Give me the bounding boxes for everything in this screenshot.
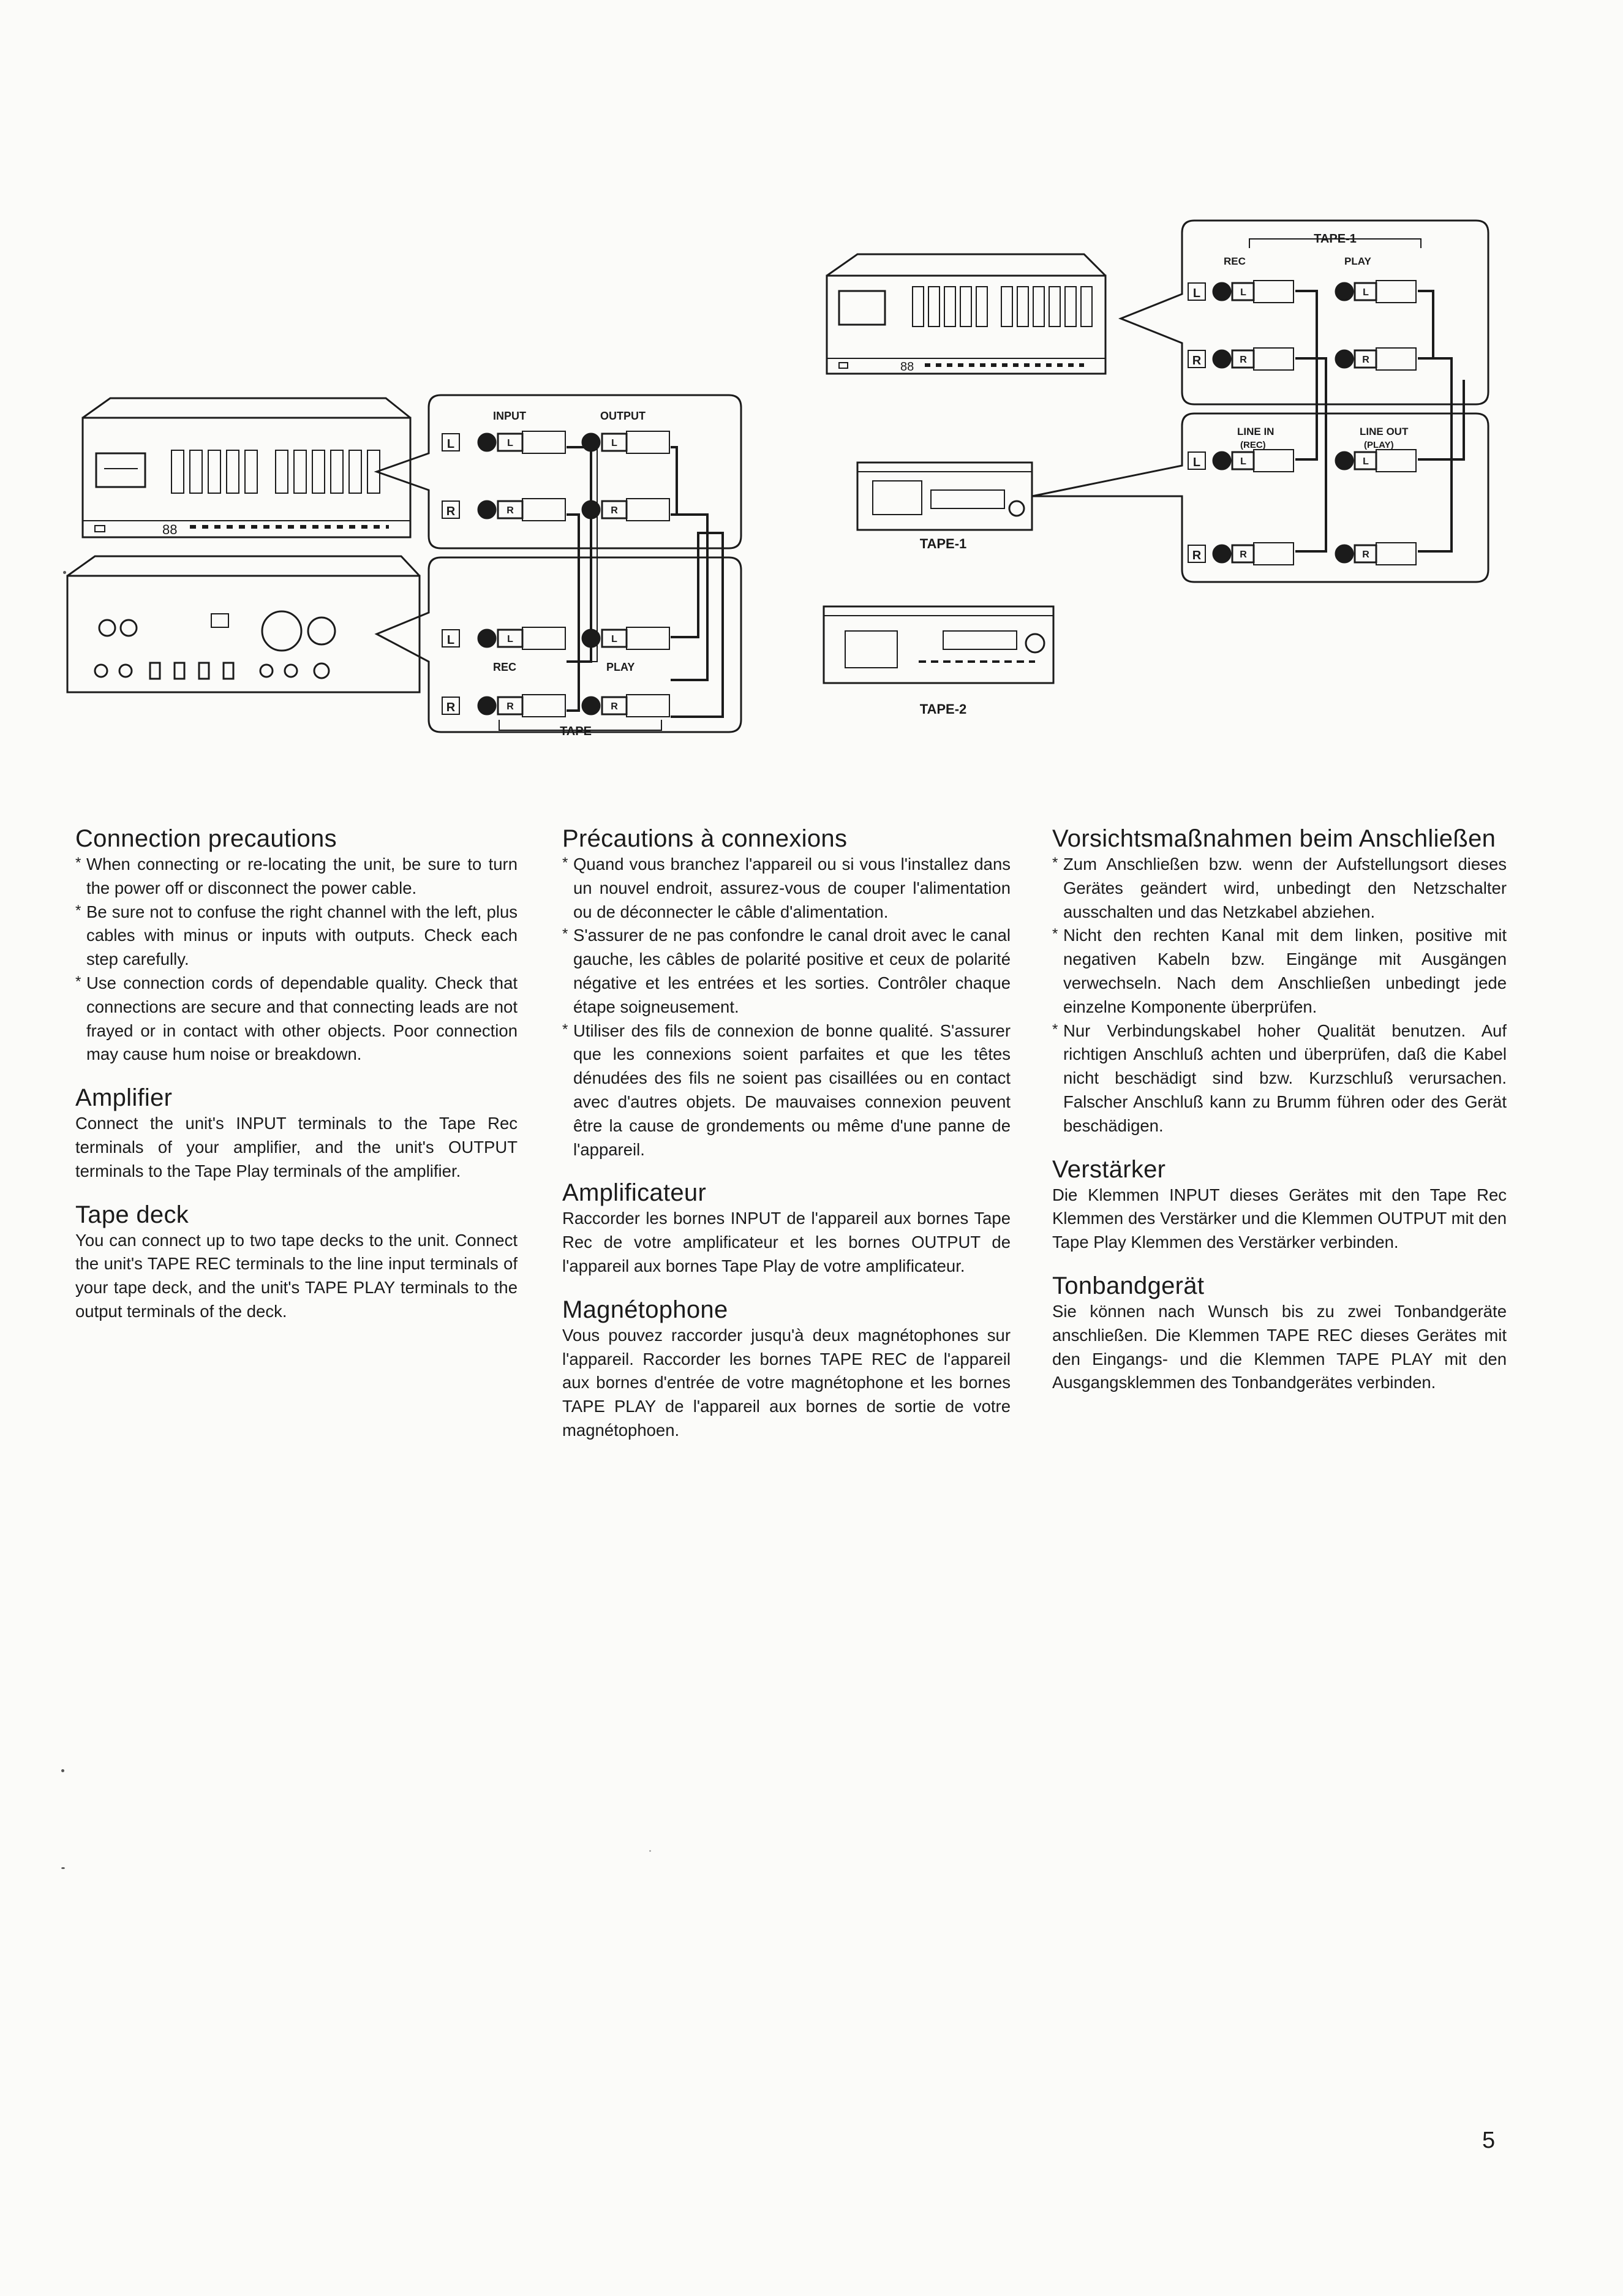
right-r-mark-2: R: [1192, 549, 1202, 562]
left-r-mark-1: R: [446, 505, 456, 518]
english-column: [75, 826, 518, 1324]
english-precautions-heading: Connection precautions: [75, 825, 337, 852]
jack-mark-l: L: [507, 438, 513, 448]
jack-mark-r: R: [611, 701, 618, 712]
line-out-sub: (PLAY): [1364, 440, 1394, 450]
output-label: OUTPUT: [600, 410, 646, 422]
german-precaution-3: * Nur Verbindungskabel hoher Qualität benutzen. Auf richtigen Anschluß achten und überprüfen, daß die Kabel nicht beschädigt sind bzw. Kurzschluß verursachen. Falscher Anschluß kann zu Brumm führen oder des Gerät beschädigen.: [1052, 1019, 1507, 1138]
german-tapedeck-text: Sie können nach Wunsch bis zu zwei Tonbandgeräte anschließen. Die Klemmen TAPE REC dieses Gerätes mit den Eingangs- und die Klemmen TAPE PLAY mit den Ausgangsklemmen des Tonbandgerätes verbinden.: [1052, 1301, 1507, 1392]
english-precaution-2: * Be sure not to confuse the right channel with the left, plus cables with minus or inputs with outputs. Check each step carefully.: [75, 901, 518, 972]
french-precaution-1: * Quand vous branchez l'appareil ou si vous l'installez dans un nouvel endroit, assurez-vous de couper l'alimentation ou de déconnecter le câble d'alimentation.: [562, 853, 1011, 924]
jack-mark-r: R: [1362, 355, 1369, 365]
english-tapedeck-text: You can connect up to two tape decks to the unit. Connect the unit's TAPE REC terminals to the line input terminals of your tape deck, and the unit's TAPE PLAY terminals to the output terminals of the deck.: [75, 1230, 518, 1321]
french-amplifier-heading: Amplificateur: [562, 1179, 707, 1207]
english-precaution-1: * When connecting or re-locating the unit, be sure to turn the power off or disconnect the power cable.: [75, 853, 518, 901]
jack-mark-l: L: [1363, 287, 1369, 298]
scan-speck: [649, 1850, 651, 1852]
tape1-deck-drawing: [857, 463, 1032, 530]
rec-label: REC: [1224, 255, 1246, 267]
line-in-sub: (REC): [1240, 440, 1266, 450]
right-l-mark-1: L: [1192, 287, 1201, 300]
german-precaution-2: * Nicht den rechten Kanal mit dem linken, positive mit negativen Kabeln bzw. Eingänge mit Ausgängen verwechseln. Nach dem Anschließen unbedingt jede einzelne Komponente überprüfen.: [1052, 924, 1507, 1019]
english-amplifier-heading: Amplifier: [75, 1084, 173, 1112]
jack-mark-r: R: [1240, 549, 1247, 560]
french-amplifier-text: Raccorder les bornes INPUT de l'appareil aux bornes Tape Rec de votre amplificateur et les bornes OUTPUT de l'appareil aux bornes Tape Play de votre amplificateur.: [562, 1209, 1011, 1275]
tape1-bracket-label: TAPE-1: [1314, 232, 1357, 246]
scan-speck: [61, 1769, 64, 1772]
german-tapedeck-heading: Tonbandgerät: [1052, 1272, 1205, 1299]
jack-mark-l: L: [1240, 456, 1246, 467]
rca-jacks: [478, 431, 669, 717]
play-label: PLAY: [1344, 255, 1371, 267]
french-tapedeck-heading: Magnétophone: [562, 1296, 728, 1323]
tape-deck-connection-svg: [815, 214, 1504, 723]
left-l-mark-1: L: [446, 437, 455, 451]
jack-mark-r: R: [506, 701, 514, 712]
french-precautions-heading: Précautions à connexions: [562, 825, 848, 852]
jack-mark-l: L: [611, 634, 617, 644]
german-amplifier-heading: Verstärker: [1052, 1155, 1166, 1183]
jack-mark-l: L: [611, 438, 617, 448]
right-l-mark-2: L: [1192, 456, 1201, 469]
svg-text:88: 88: [162, 522, 178, 537]
german-amplifier-text: Die Klemmen INPUT dieses Gerätes mit den Tape Rec Klemmen des Verstärker und die Klemmen OUTPUT mit den Tape Play Klemmen des Verstärker verbinden.: [1052, 1185, 1507, 1252]
jack-mark-r: R: [1240, 355, 1247, 365]
jack-mark-r: R: [611, 505, 618, 516]
tape1-caption: TAPE-1: [919, 536, 967, 551]
play-label: PLAY: [606, 661, 635, 673]
rec-label: REC: [493, 661, 517, 673]
jack-mark-r: R: [1362, 549, 1369, 560]
equalizer-unit-drawing: [827, 254, 1105, 374]
right-r-mark-1: R: [1192, 354, 1202, 368]
tape-deck-connection-diagram: [815, 214, 1504, 723]
english-amplifier-text: Connect the unit's INPUT terminals to the Tape Rec terminals of your amplifier, and the unit's OUTPUT terminals to the Tape Play terminals of the amplifier.: [75, 1114, 518, 1180]
german-column: [1052, 826, 1507, 1395]
english-precaution-3: * Use connection cords of dependable quality. Check that connections are secure and that connecting leads are not frayed or in contact with other objects. Poor connection may cause hum noise or breakdown.: [75, 972, 518, 1067]
french-precaution-2: * S'assurer de ne pas confondre le canal droit avec le canal gauche, les câbles de polarité positive et ceux de polarité négative et les entrées et les sorties. Contrôler chaque étape soigneusement.: [562, 924, 1011, 1019]
svg-text:88: 88: [900, 360, 914, 374]
french-precaution-3: * Utiliser des fils de connexion de bonne qualité. S'assurer que les connexions soient parfaites et que les têtes dénudées des fils ne soient pas cisaillées ou en contact avec d'autres objets. De mauvaises connexion peuvent être la cause de grondements ou même d'une panne de l'appareil.: [562, 1019, 1011, 1162]
french-column: [562, 826, 1011, 1443]
amplifier-connection-diagram: [58, 392, 753, 735]
jack-mark-l: L: [507, 634, 513, 644]
french-tapedeck-text: Vous pouvez raccorder jusqu'à deux magnétophones sur l'appareil. Raccorder les bornes TAPE REC de l'appareil aux bornes d'entrée de votre magnétophone et les bornes TAPE PLAY de l'appareil aux bornes de sortie de votre magnétophoen.: [562, 1325, 1011, 1440]
tape2-caption: TAPE-2: [919, 701, 967, 717]
scan-speck: [63, 571, 66, 574]
amplifier-connection-svg: [58, 392, 753, 735]
tape2-deck-drawing: [824, 606, 1053, 683]
equalizer-unit-drawing: [83, 398, 410, 537]
page-number: 5: [1482, 2128, 1496, 2153]
input-label: INPUT: [493, 410, 526, 422]
left-l-mark-2: L: [446, 633, 455, 647]
jack-mark-l: L: [1240, 287, 1246, 298]
english-tapedeck-heading: Tape deck: [75, 1201, 189, 1228]
amplifier-unit-drawing: [67, 556, 420, 692]
rca-jacks: [1213, 281, 1416, 565]
left-r-mark-2: R: [446, 701, 456, 714]
scan-speck: [61, 1867, 65, 1869]
german-precautions-heading: Vorsichtsmaßnahmen beim Anschließen: [1052, 825, 1496, 852]
jack-mark-l: L: [1363, 456, 1369, 467]
german-precaution-1: * Zum Anschließen bzw. wenn der Aufstellungsort dieses Gerätes geändert wird, unbedingt den Netzschalter ausschalten und das Netzkabel abziehen.: [1052, 853, 1507, 924]
jack-mark-r: R: [506, 505, 514, 516]
line-in-label: LINE IN: [1237, 426, 1275, 437]
tape-label: TAPE: [560, 725, 592, 735]
line-out-label: LINE OUT: [1360, 426, 1409, 437]
